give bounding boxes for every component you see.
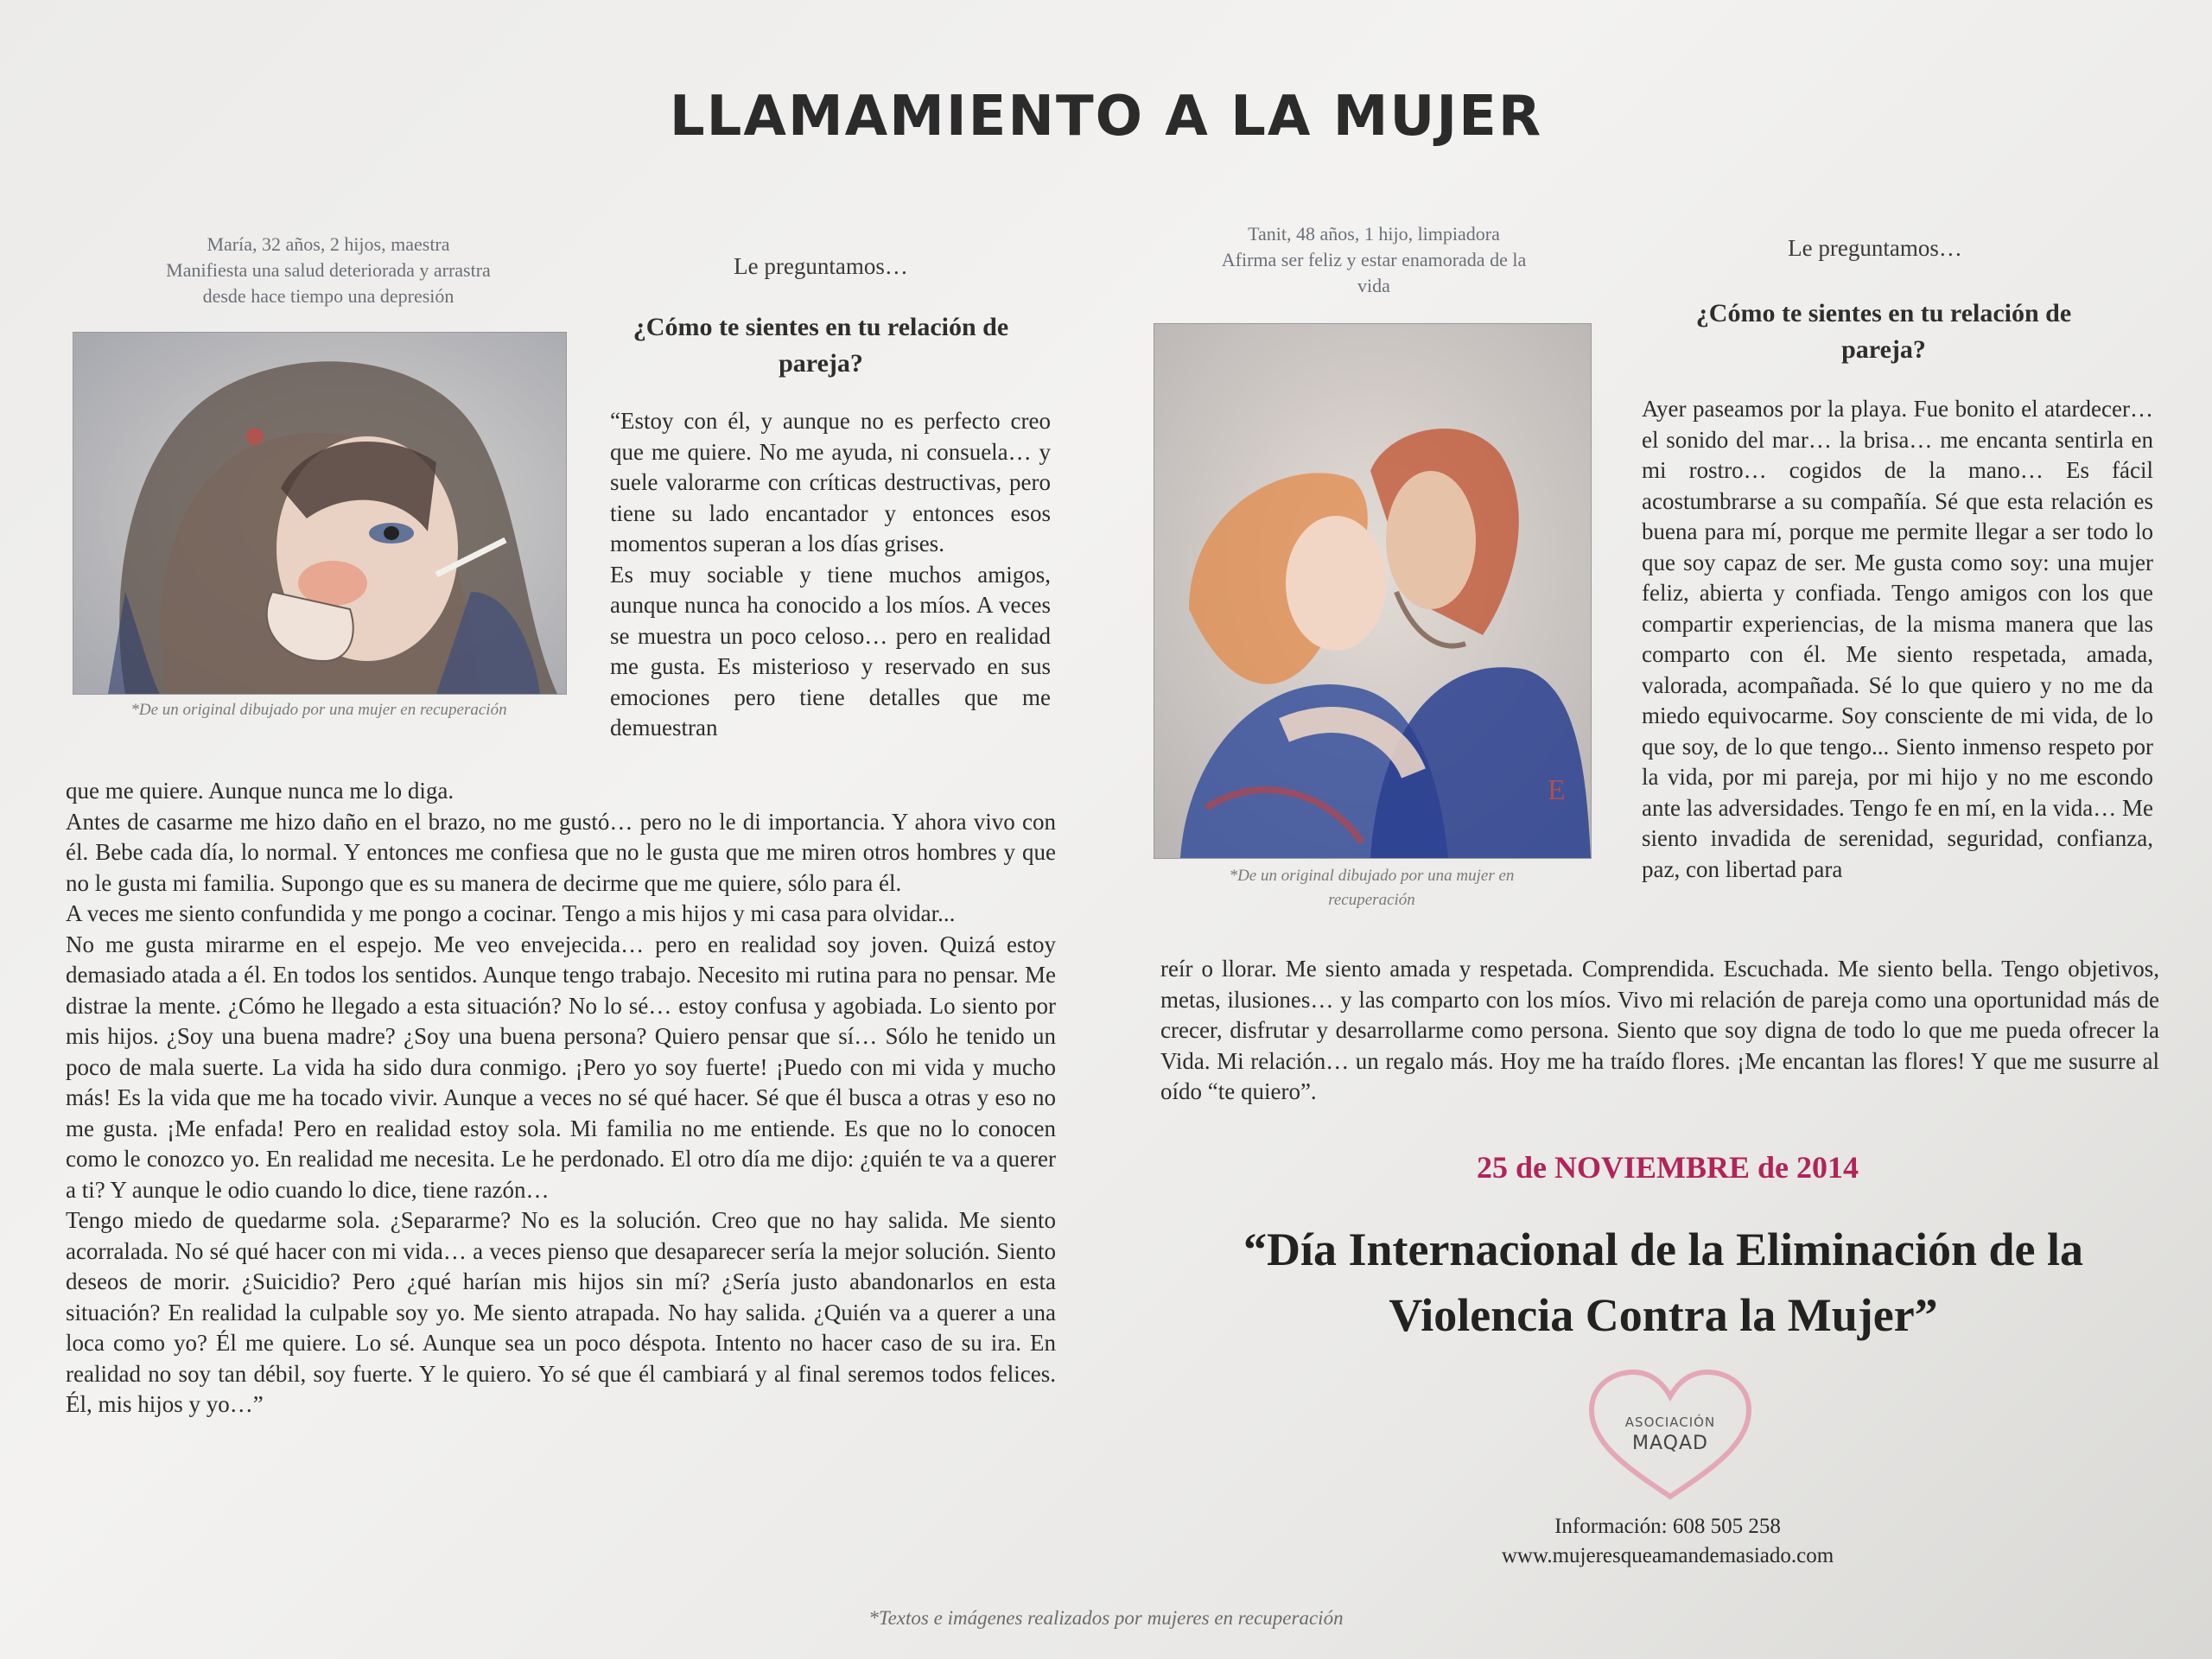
left-wide-paragraph: A veces me siento confundida y me pongo a cocinar. Tengo a mis hijos y mi casa para olvidar...: [66, 900, 956, 926]
left-wide-paragraph: Tengo miedo de quedarme sola. ¿Separarme? No es la solución. Creo que no hay salida. Me siento acorralada. No sé qué hacer con mi vida… a veces pienso que desaparecer sería la mejor solución. Siento deseos de morir. ¿Suicidio? Pero ¿qué harían mis hijos sin mí? ¿Sería justo abandonarlos en esta situación? En realidad la culpable soy yo. Me siento atrapada. No hay salida. ¿Quién va a querer a una loca como yo? Él me quiere. Lo sé. Aunque sea un poco déspota. Intento no hacer caso de su ira. En realidad no soy tan débil, soy fuerte. Y le quiero. Yo sé que él cambiará y al final seremos todos felices. Él, mis hijos y yo…”: [66, 1207, 1056, 1417]
right-ask-label: Le preguntamos…: [1788, 235, 1962, 261]
left-narrow-paragraph: Es muy sociable y tiene muchos amigos, aunque nunca ha conocido a los míos. A veces se muestra un poco celoso… pero en realidad me gusta. Es misterioso y reservado en sus emociones pero tiene detalles que me demuestran: [610, 561, 1051, 741]
logo-name: MAQAD: [1632, 1433, 1708, 1454]
day-title-line: Violencia Contra la Mujer”: [1389, 1289, 1938, 1341]
page-title: LLAMAMIENTO A LA MUJER: [669, 85, 1543, 149]
right-couple-drawing: [1154, 323, 1592, 859]
info-phone: Información: 608 505 258: [1554, 1515, 1781, 1538]
right-narrow-paragraph: Ayer paseamos por la playa. Fue bonito el atardecer… el sonido del mar… la brisa… me encanta sentirla en mi rostro… cogidos de la mano… Es fácil acostumbrarse a su compañía. Sé que esta relación es buena para mí, porque me permite llegar a ser todo lo que soy capaz de ser. Me gusta como soy: una mujer feliz, abierta y confiada. Tengo amigos con los que compartir experiencias, de la misma manera que las comparto con él. Me siento respetada, amada, valorada, acompañada. Sé lo que quiero y no me da miedo equivocarme. Soy consciente de mi vida, de lo que soy, de lo que tengo... Siento inmenso respeto por la vida, por mi pareja, por mi hijo y no me escondo ante las adversidades. Tengo fe en mí, en la vida… Me siento invadida de serenidad, seguridad, confianza, paz, con libertad para: [1642, 396, 2153, 882]
left-profile-caption: [86, 232, 570, 309]
right-image-caption: [1154, 864, 1590, 912]
left-wide-paragraph: que me quiere. Aunque nunca me lo diga.: [66, 778, 454, 804]
left-portrait-drawing: [73, 332, 567, 695]
left-narrow-text: [610, 406, 1051, 744]
right-caption-line: Tanit, 48 años, 1 hijo, limpiadora: [1248, 223, 1500, 245]
left-wide-paragraph: No me gusta mirarme en el espejo. Me veo envejecida… pero en realidad soy joven. Quizá estoy demasiado atada a él. En todos los sentidos. Aunque tengo trabajo. Necesito mi rutina para no pensar. Me distrae la mente. ¿Cómo he llegado a esta situación? No lo sé… estoy confusa y agobiada. Lo siento por mis hijos. ¿Soy una buena madre? ¿Soy una buena persona? Quiero pensar que sí… Sólo he tenido un poco de mala suerte. La vida ha sido dura conmigo. ¡Pero yo soy fuerte! ¡Puedo con mi vida y mucho más! Es la vida que me ha tocado vivir. Aunque a veces no sé qué hacer. Sé que él busca a otras y eso no me gusta. ¡Me enfada! Pero en realidad estoy sola. Mi familia no me entiende. Es que no lo conocen como le conozco yo. En realidad me necesita. Le he perdonado. El otro día me dijo: ¿quién te va a querer a ti? Y aunque le odio cuando lo dice, tiene razón…: [66, 931, 1056, 1203]
left-narrow-paragraph: “Estoy con él, y aunque no es perfecto creo que me quiere. No me ayuda, ni consuela… y suele valorarme con críticas destructivas, pero tiene su lado encantador y entonces esos momentos superan a los días grises.: [610, 408, 1051, 556]
left-caption-line: María, 32 años, 2 hijos, maestra: [207, 233, 450, 255]
right-profile-caption: [1175, 221, 1573, 299]
left-wide-text: [66, 776, 1056, 1421]
event-date: 25 de NOVIEMBRE de 2014: [1476, 1150, 1859, 1185]
left-question: ¿Cómo te sientes en tu relación de pareja?: [632, 313, 1009, 378]
day-title-line: “Día Internacional de la Eliminación de la: [1243, 1224, 2084, 1275]
right-caption-line: vida: [1357, 275, 1390, 296]
right-image-caption-line: *De un original dibujado por una mujer en: [1229, 867, 1515, 885]
left-portrait-art: [73, 333, 566, 694]
right-narrow-text: [1642, 394, 2153, 885]
left-image-caption: *De un original dibujado por una mujer en recuperación: [130, 701, 507, 719]
maqad-logo: [1580, 1367, 1761, 1505]
footer-note: *Textos e imágenes realizados por mujeres en recuperación: [868, 1607, 1344, 1629]
right-wide-paragraph: reír o llorar. Me siento amada y respetada. Comprendida. Escuchada. Me siento bella. Tengo objetivos, metas, ilusiones… y las comparto con los míos. Vivo mi relación de pareja como una oportunidad más de crecer, disfrutar y desarrollarme como persona. Siento que soy digna de todo lo que me pueda ofrecer la Vida. Mi relación… un regalo más. Hoy me ha traído flores. ¡Me encantan las flores! Y que me susurre al oído “te quiero”.: [1160, 956, 2159, 1104]
logo-association-label: ASOCIACIÓN: [1624, 1414, 1716, 1430]
contact-info: [1382, 1512, 1953, 1571]
left-ask-label: Le preguntamos…: [734, 253, 908, 279]
international-day-title: [1149, 1217, 2177, 1348]
right-image-caption-line: recuperación: [1328, 891, 1415, 909]
svg-text:E: E: [1548, 774, 1566, 806]
left-wide-paragraph: Antes de casarme me hizo daño en el brazo, no me gustó… pero no le di importancia. Y ahora vivo con él. Bebe cada día, lo normal. Y entonces me confiesa que no le gusta que me miren otros hombres y que no le gusta mi familia. Supongo que es su manera de decirme que me quiere, sólo para él.: [66, 808, 1056, 896]
left-caption-line: desde hace tiempo una depresión: [202, 285, 454, 307]
right-caption-line: Afirma ser feliz y estar enamorada de la: [1221, 249, 1527, 270]
info-website: www.mujeresqueamandemasiado.com: [1501, 1544, 1834, 1567]
right-question: ¿Cómo te sientes en tu relación de pareja?: [1695, 299, 2072, 364]
right-couple-art: [1154, 324, 1591, 858]
left-caption-line: Manifiesta una salud deteriorada y arrastra: [166, 259, 491, 281]
right-wide-text: [1160, 954, 2159, 1108]
